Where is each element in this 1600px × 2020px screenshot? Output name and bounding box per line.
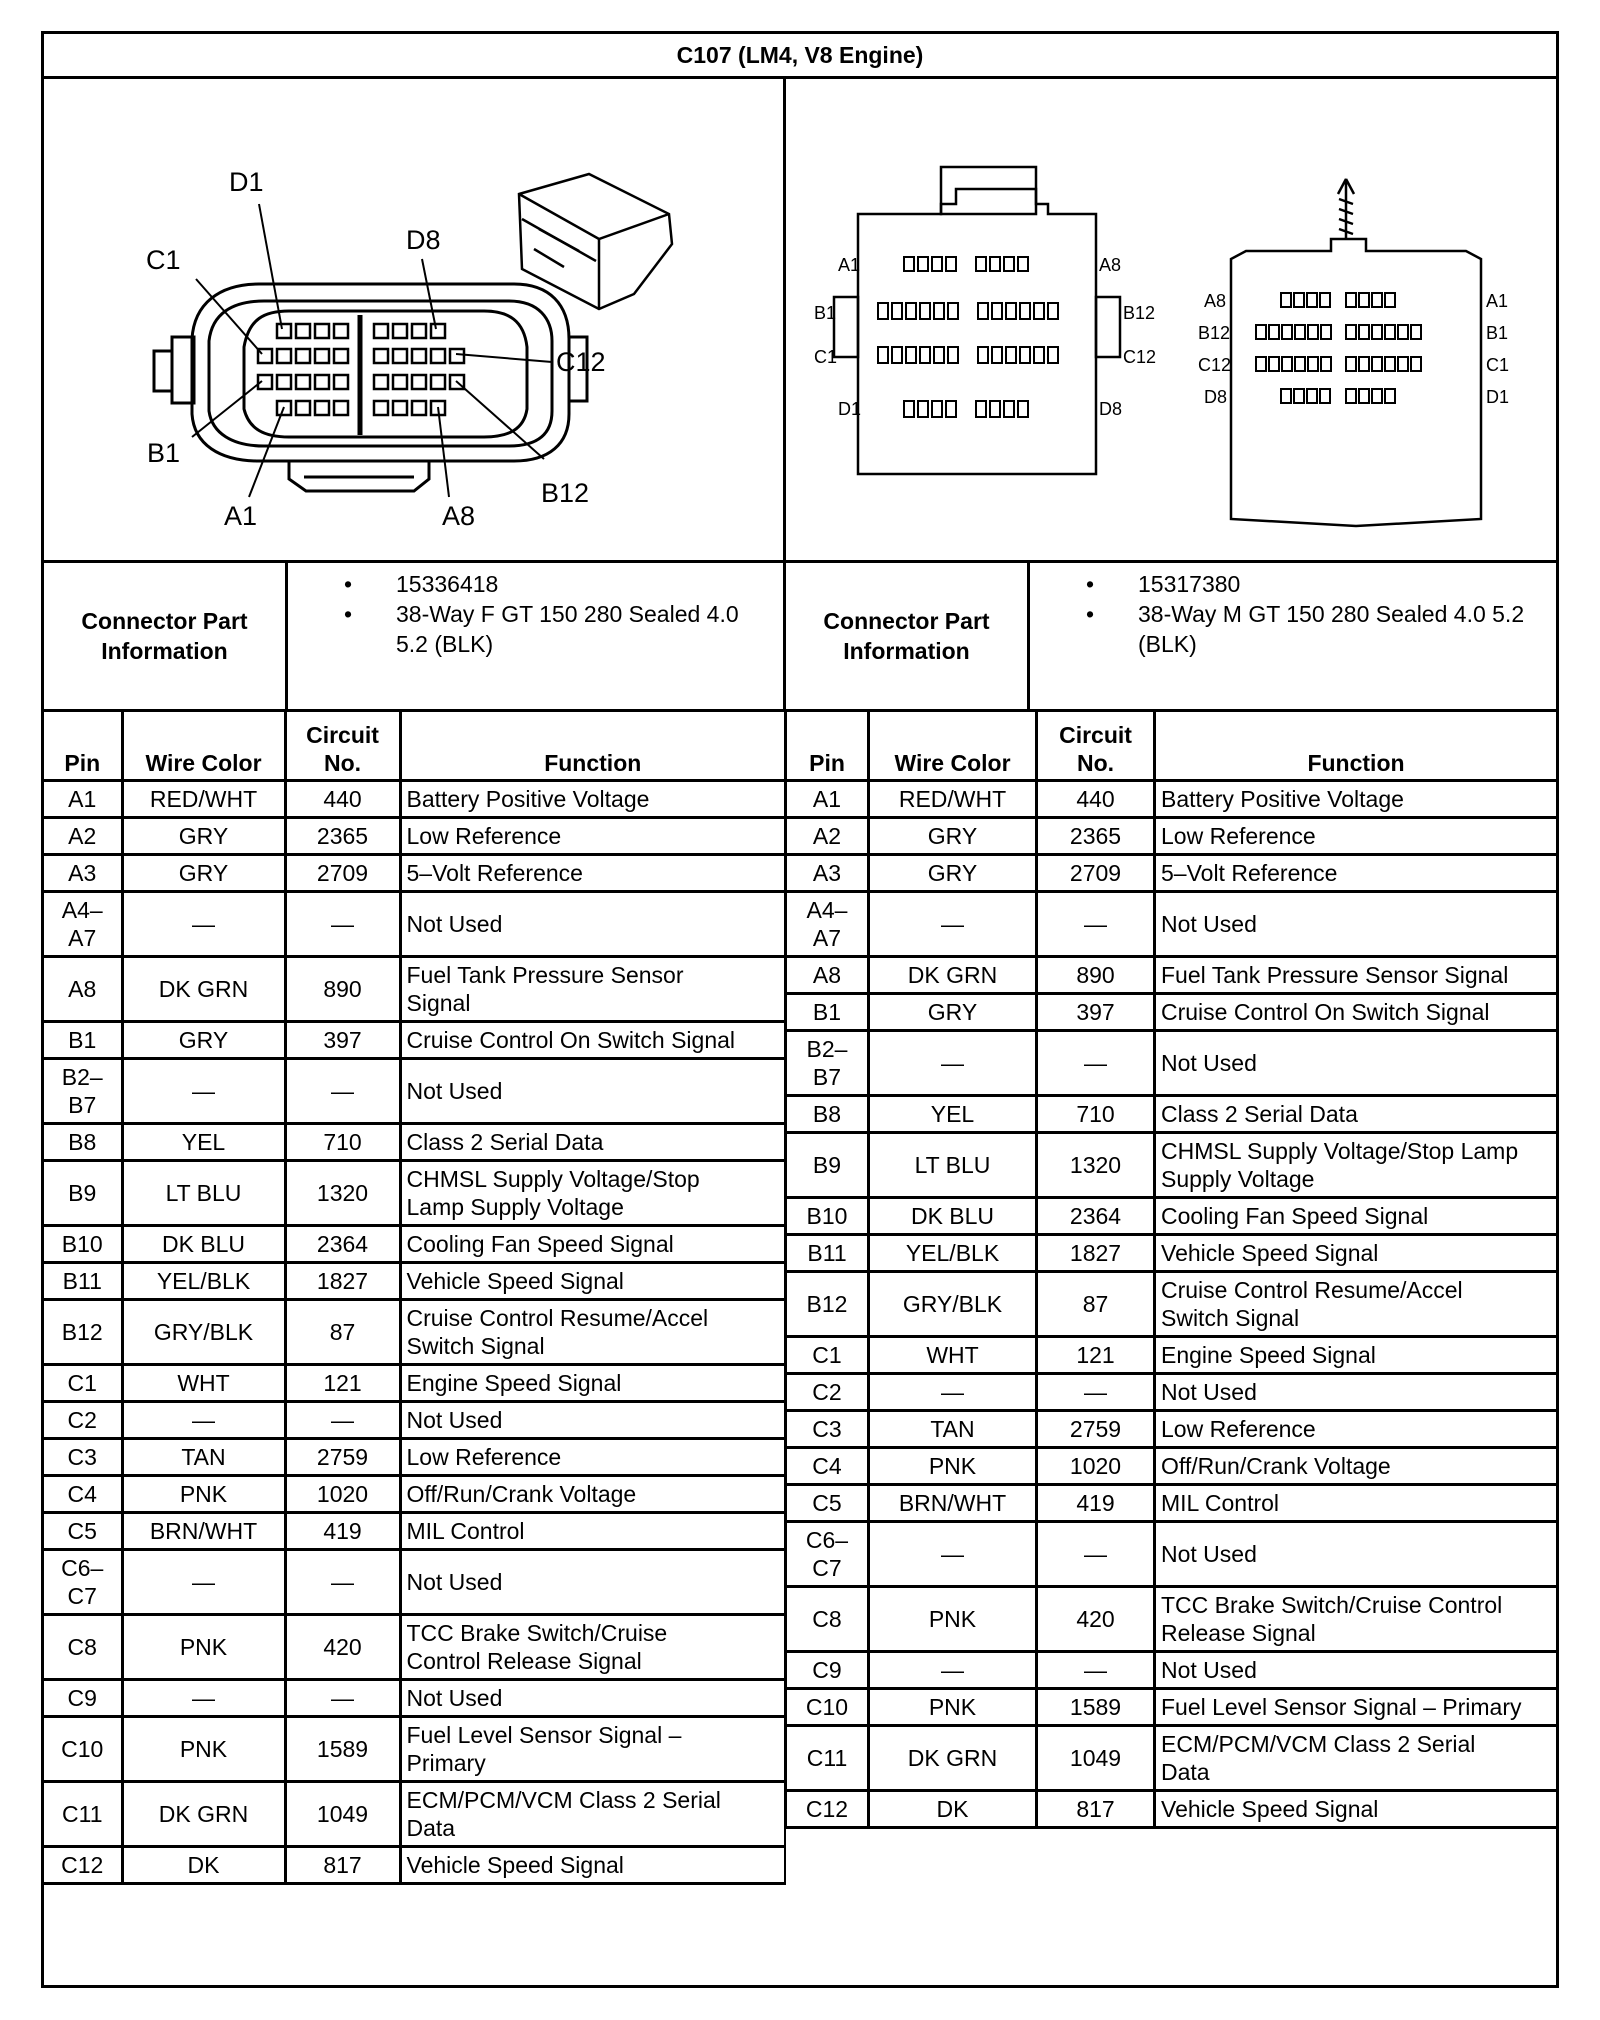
table-row [787,892,1557,957]
wire-color-cell: — [122,892,285,957]
function-cell: ECM/PCM/VCM Class 2 Serial Data [400,1782,785,1847]
circuit-cell: 397 [285,1022,400,1059]
wire-color-cell: DK GRN [869,957,1037,994]
part-info-female [44,563,786,712]
face-label-d8: D8 [1099,399,1123,419]
table-row [44,957,785,1022]
circuit-cell: 817 [1037,1791,1155,1828]
pin-cell: B2– B7 [787,1031,869,1096]
face-label-c1: C1 [814,347,838,367]
callout-b1: B1 [147,438,181,468]
function-cell: Not Used [400,1550,785,1615]
face-label-a8: A8 [1099,255,1122,275]
table-row [787,781,1557,818]
circuit-cell: 87 [1037,1272,1155,1337]
wire-color-cell: PNK [869,1448,1037,1485]
table-row [44,1365,785,1402]
wire-color-cell: YEL/BLK [122,1263,285,1300]
back-label-b12: B12 [1198,323,1231,343]
circuit-cell: 87 [285,1300,400,1365]
circuit-cell: 440 [1037,781,1155,818]
part-number-item [288,569,773,599]
callout-b12: B12 [541,478,590,508]
pin-cell: C10 [787,1689,869,1726]
callout-a1: A1 [224,501,258,531]
header-function: Function [1155,712,1557,781]
face-label-a1: A1 [838,255,861,275]
callout-d1: D1 [229,167,264,197]
function-cell: Low Reference [1155,1411,1557,1448]
wire-color-cell: GRY [869,818,1037,855]
circuit-cell: 2709 [285,855,400,892]
wire-color-cell: — [869,1031,1037,1096]
function-cell: Cruise Control Resume/Accel Switch Signal [400,1300,785,1365]
wire-color-cell: DK GRN [122,957,285,1022]
table-row [787,957,1557,994]
function-cell: Not Used [1155,1522,1557,1587]
table-row [44,855,785,892]
circuit-cell: — [285,1059,400,1124]
circuit-cell: — [1037,1522,1155,1587]
table-row [44,892,785,957]
pin-cell: A4– A7 [44,892,122,957]
wire-color-cell: PNK [122,1476,285,1513]
wire-color-cell: WHT [869,1337,1037,1374]
wire-color-cell: YEL/BLK [869,1235,1037,1272]
circuit-cell: 1320 [1037,1133,1155,1198]
circuit-cell: 2364 [285,1226,400,1263]
circuit-cell: — [285,1402,400,1439]
pin-cell: C1 [787,1337,869,1374]
function-cell: Not Used [400,1680,785,1717]
callout-c12: C12 [556,347,606,377]
table-row [787,994,1557,1031]
circuit-cell: 1020 [1037,1448,1155,1485]
pin-cell: C10 [44,1717,122,1782]
table-row [787,1272,1557,1337]
table-row [787,818,1557,855]
circuit-cell: 817 [285,1847,400,1884]
wire-color-cell: — [122,1059,285,1124]
function-cell: Low Reference [1155,818,1557,855]
circuit-cell: 420 [285,1615,400,1680]
circuit-cell: — [1037,1374,1155,1411]
circuit-cell: 397 [1037,994,1155,1031]
part-info-label: Connector Part Information [44,563,288,709]
pin-cell: B9 [787,1133,869,1198]
circuit-cell: 440 [285,781,400,818]
table-row [44,1717,785,1782]
table-row [787,1198,1557,1235]
pin-cell: C3 [44,1439,122,1476]
pin-rows [44,781,785,1884]
circuit-cell: 710 [1037,1096,1155,1133]
wire-color-cell: BRN/WHT [122,1513,285,1550]
part-number-item [1030,569,1546,599]
pin-cell: C2 [787,1374,869,1411]
pin-cell: B1 [787,994,869,1031]
part-number: 15317380 [1138,571,1241,597]
wire-color-cell: GRY/BLK [122,1300,285,1365]
table-row [787,1133,1557,1198]
wire-color-cell: DK BLU [869,1198,1037,1235]
page-title: C107 (LM4, V8 Engine) [44,34,1556,79]
pin-cell: C8 [44,1615,122,1680]
part-info-male [786,563,1556,712]
header-pin: Pin [787,712,869,781]
table-row [44,1439,785,1476]
function-cell: Not Used [400,892,785,957]
function-cell: Cruise Control On Switch Signal [1155,994,1557,1031]
pin-cell: C5 [44,1513,122,1550]
table-row [44,1263,785,1300]
function-cell: Fuel Level Sensor Signal – Primary [1155,1689,1557,1726]
function-cell: Fuel Level Sensor Signal – Primary [400,1717,785,1782]
function-cell: Vehicle Speed Signal [400,1847,785,1884]
header-circuit: Circuit No. [285,712,400,781]
circuit-cell: 121 [1037,1337,1155,1374]
table-row [44,1022,785,1059]
pin-cell: C11 [787,1726,869,1791]
wire-color-cell: — [869,1522,1037,1587]
circuit-cell: 2364 [1037,1198,1155,1235]
pin-cell: C6– C7 [44,1550,122,1615]
table-row [44,1847,785,1884]
table-row [787,1374,1557,1411]
wire-color-cell: PNK [122,1717,285,1782]
table-header-row [787,712,1557,781]
face-label-b12: B12 [1123,303,1156,323]
pin-cell: B11 [44,1263,122,1300]
table-header-row [44,712,785,781]
function-cell: Battery Positive Voltage [400,781,785,818]
function-cell: Cooling Fan Speed Signal [400,1226,785,1263]
circuit-cell: 420 [1037,1587,1155,1652]
function-cell: Cooling Fan Speed Signal [1155,1198,1557,1235]
circuit-cell: 2759 [285,1439,400,1476]
table-row [44,1782,785,1847]
bullet-icon: • [344,601,353,627]
pin-cell: B2– B7 [44,1059,122,1124]
pin-cell: B8 [787,1096,869,1133]
table-row [44,781,785,818]
pin-cell: A3 [44,855,122,892]
pin-cell: A3 [787,855,869,892]
circuit-cell: — [285,892,400,957]
wire-color-cell: TAN [122,1439,285,1476]
function-cell: Fuel Tank Pressure Sensor Signal [1155,957,1557,994]
function-cell: Off/Run/Crank Voltage [1155,1448,1557,1485]
pin-cell: B11 [787,1235,869,1272]
part-number: 15336418 [396,571,499,597]
function-cell: TCC Brake Switch/Cruise Control Release Signal [400,1615,785,1680]
table-row [787,1235,1557,1272]
table-row [44,1402,785,1439]
table-row [44,1161,785,1226]
back-label-c1: C1 [1486,355,1510,375]
table-row [787,1337,1557,1374]
function-cell: CHMSL Supply Voltage/Stop Lamp Supply Voltage [400,1161,785,1226]
wire-color-cell: LT BLU [122,1161,285,1226]
header-circuit: Circuit No. [1037,712,1155,781]
wire-color-cell: DK GRN [869,1726,1037,1791]
circuit-cell: 890 [1037,957,1155,994]
table-row [787,1485,1557,1522]
circuit-cell: 419 [285,1513,400,1550]
header-pin: Pin [44,712,122,781]
wire-color-cell: — [869,1652,1037,1689]
pin-cell: A1 [44,781,122,818]
table-row [787,1411,1557,1448]
table-row [787,1096,1557,1133]
function-cell: Not Used [400,1059,785,1124]
pin-cell: C6– C7 [787,1522,869,1587]
circuit-cell: 2759 [1037,1411,1155,1448]
bullet-icon: • [1086,571,1095,597]
circuit-cell: 1049 [1037,1726,1155,1791]
circuit-cell: 2709 [1037,855,1155,892]
table-row [787,1689,1557,1726]
circuit-cell: 1827 [285,1263,400,1300]
back-label-a1: A1 [1486,291,1509,311]
function-cell: Engine Speed Signal [1155,1337,1557,1374]
function-cell: Not Used [1155,1031,1557,1096]
wire-color-cell: RED/WHT [122,781,285,818]
function-cell: ECM/PCM/VCM Class 2 Serial Data [1155,1726,1557,1791]
wire-color-cell: GRY [869,855,1037,892]
function-cell: MIL Control [400,1513,785,1550]
part-description-item [288,599,773,659]
pin-cell: B12 [44,1300,122,1365]
function-cell: Fuel Tank Pressure Sensor Signal [400,957,785,1022]
header-function: Function [400,712,785,781]
table-row [44,1300,785,1365]
wire-color-cell: GRY [122,855,285,892]
pin-cell: A1 [787,781,869,818]
bullet-icon: • [344,571,353,597]
function-cell: Not Used [1155,1652,1557,1689]
table-row [787,1652,1557,1689]
bullet-icon: • [1086,601,1095,627]
table-row [44,1615,785,1680]
wire-color-cell: RED/WHT [869,781,1037,818]
back-label-d8: D8 [1204,387,1228,407]
connector-diagram-male [786,79,1556,563]
face-label-c12: C12 [1123,347,1157,367]
circuit-cell: 710 [285,1124,400,1161]
function-cell: Not Used [400,1402,785,1439]
function-cell: Engine Speed Signal [400,1365,785,1402]
table-row [44,1124,785,1161]
table-row [44,1059,785,1124]
pin-cell: B8 [44,1124,122,1161]
pin-cell: C12 [787,1791,869,1828]
table-row [44,818,785,855]
table-row [44,1476,785,1513]
wire-color-cell: GRY [869,994,1037,1031]
function-cell: CHMSL Supply Voltage/Stop Lamp Supply Voltage [1155,1133,1557,1198]
pin-table-female [44,712,786,1885]
circuit-cell: 2365 [285,818,400,855]
pin-cell: B12 [787,1272,869,1337]
face-label-b1: B1 [814,303,837,323]
function-cell: 5–Volt Reference [400,855,785,892]
pin-cell: A8 [44,957,122,1022]
callout-c1: C1 [146,245,181,275]
function-cell: Vehicle Speed Signal [400,1263,785,1300]
circuit-cell: — [285,1680,400,1717]
back-label-d1: D1 [1486,387,1510,407]
wire-color-cell: DK BLU [122,1226,285,1263]
wire-color-cell: PNK [869,1689,1037,1726]
function-cell: Cruise Control On Switch Signal [400,1022,785,1059]
part-description: 38-Way F GT 150 280 Sealed 4.0 5.2 (BLK) [396,601,739,657]
function-cell: Not Used [1155,892,1557,957]
pin-cell: B10 [787,1198,869,1235]
wire-color-cell: PNK [122,1615,285,1680]
connector-sheet [41,31,1559,1988]
pin-cell: C1 [44,1365,122,1402]
header-wire-color: Wire Color [122,712,285,781]
wire-color-cell: — [122,1550,285,1615]
back-label-b1: B1 [1486,323,1509,343]
pin-cell: C12 [44,1847,122,1884]
callout-d8: D8 [406,225,441,255]
back-label-c12: C12 [1198,355,1232,375]
pin-cell: C4 [44,1476,122,1513]
circuit-cell: 2365 [1037,818,1155,855]
table-row [787,1791,1557,1828]
pin-cell: B9 [44,1161,122,1226]
wire-color-cell: GRY [122,1022,285,1059]
function-cell: Off/Run/Crank Voltage [400,1476,785,1513]
circuit-cell: — [1037,1031,1155,1096]
pin-cell: C5 [787,1485,869,1522]
wire-color-cell: — [869,892,1037,957]
table-row [787,1522,1557,1587]
table-row [787,1587,1557,1652]
pin-cell: B10 [44,1226,122,1263]
function-cell: Not Used [1155,1374,1557,1411]
circuit-cell: 121 [285,1365,400,1402]
function-cell: MIL Control [1155,1485,1557,1522]
wire-color-cell: BRN/WHT [869,1485,1037,1522]
function-cell: Class 2 Serial Data [1155,1096,1557,1133]
pin-cell: C2 [44,1402,122,1439]
wire-color-cell: GRY [122,818,285,855]
circuit-cell: 890 [285,957,400,1022]
function-cell: 5–Volt Reference [1155,855,1557,892]
wire-color-cell: DK GRN [122,1782,285,1847]
part-description-item [1030,599,1546,659]
wire-color-cell: — [122,1402,285,1439]
function-cell: TCC Brake Switch/Cruise Control Release Signal [1155,1587,1557,1652]
wire-color-cell: DK [122,1847,285,1884]
wire-color-cell: GRY/BLK [869,1272,1037,1337]
wire-color-cell: — [122,1680,285,1717]
pin-cell: A2 [44,818,122,855]
table-row [787,1726,1557,1791]
pin-cell: A4– A7 [787,892,869,957]
circuit-cell: — [285,1550,400,1615]
function-cell: Vehicle Speed Signal [1155,1235,1557,1272]
pin-cell: C11 [44,1782,122,1847]
table-row [44,1680,785,1717]
circuit-cell: 1589 [285,1717,400,1782]
part-info-label: Connector Part Information [786,563,1030,709]
pin-cell: C8 [787,1587,869,1652]
wire-color-cell: YEL [869,1096,1037,1133]
connector-diagram-female [44,79,786,563]
circuit-cell: 1827 [1037,1235,1155,1272]
pin-cell: A2 [787,818,869,855]
pin-cell: C4 [787,1448,869,1485]
female-connector-drawing [44,79,784,559]
table-row [44,1550,785,1615]
circuit-cell: 1589 [1037,1689,1155,1726]
function-cell: Vehicle Speed Signal [1155,1791,1557,1828]
male-connector-drawing [786,79,1554,559]
pin-rows [787,781,1557,1828]
part-description: 38-Way M GT 150 280 Sealed 4.0 5.2 (BLK) [1138,601,1525,657]
face-label-d1: D1 [838,399,862,419]
function-cell: Battery Positive Voltage [1155,781,1557,818]
wire-color-cell: WHT [122,1365,285,1402]
circuit-cell: 1320 [285,1161,400,1226]
function-cell: Class 2 Serial Data [400,1124,785,1161]
function-cell: Low Reference [400,818,785,855]
function-cell: Low Reference [400,1439,785,1476]
callout-a8: A8 [442,501,476,531]
wire-color-cell: DK [869,1791,1037,1828]
wire-color-cell: LT BLU [869,1133,1037,1198]
pin-cell: B1 [44,1022,122,1059]
table-row [44,1226,785,1263]
pin-cell: A8 [787,957,869,994]
wire-color-cell: — [869,1374,1037,1411]
circuit-cell: 1020 [285,1476,400,1513]
wire-color-cell: YEL [122,1124,285,1161]
circuit-cell: 1049 [285,1782,400,1847]
pin-table-male [786,712,1556,1829]
wire-color-cell: PNK [869,1587,1037,1652]
table-row [44,1513,785,1550]
table-row [787,1031,1557,1096]
wire-color-cell: TAN [869,1411,1037,1448]
part-info-list [288,569,783,659]
function-cell: Cruise Control Resume/Accel Switch Signal [1155,1272,1557,1337]
circuit-cell: — [1037,1652,1155,1689]
circuit-cell: 419 [1037,1485,1155,1522]
pin-cell: C9 [44,1680,122,1717]
header-wire-color: Wire Color [869,712,1037,781]
part-info-list [1030,569,1556,659]
circuit-cell: — [1037,892,1155,957]
pin-cell: C3 [787,1411,869,1448]
pin-cell: C9 [787,1652,869,1689]
back-label-a8: A8 [1204,291,1227,311]
table-row [787,855,1557,892]
table-row [787,1448,1557,1485]
